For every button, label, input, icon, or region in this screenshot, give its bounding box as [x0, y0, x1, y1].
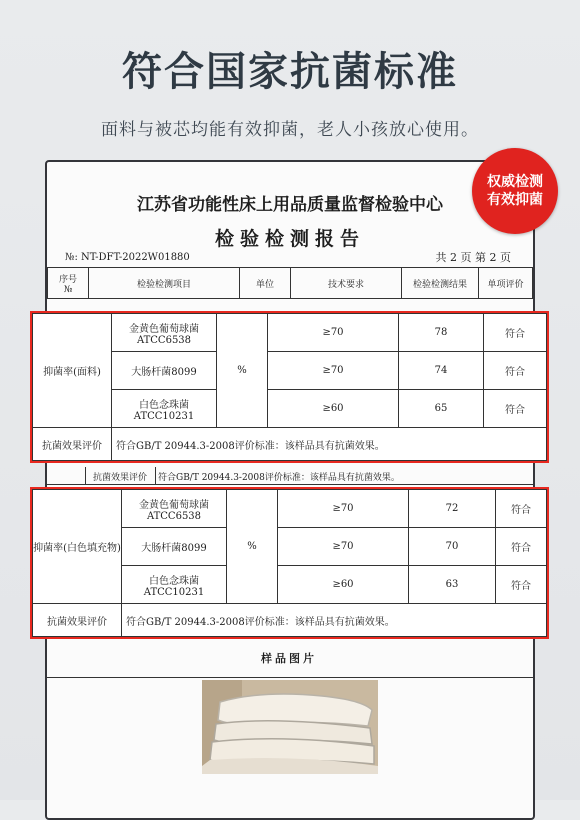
divider — [47, 677, 533, 678]
header-verdict: 单项评价 — [479, 268, 533, 299]
filling-result-2: 70 — [409, 528, 496, 566]
filling-unit: % — [227, 490, 278, 604]
header-item: 检验检测项目 — [89, 268, 240, 299]
filling-eval-label: 抗菌效果评价 — [33, 604, 122, 637]
subline: 面料与被芯均能有效抑菌，老人小孩放心使用。 — [101, 120, 479, 140]
fabric-results-table — [32, 313, 547, 461]
divider — [155, 467, 156, 484]
header-requirement: 技术要求 — [291, 268, 402, 299]
filling-result-3: 63 — [409, 566, 496, 604]
fabric-label: 抑菌率(面料) — [33, 314, 112, 428]
original-eval-text: 符合GB/T 20944.3-2008评价标准：该样品具有抗菌效果。 — [158, 473, 400, 483]
fabric-req-2: ≥70 — [268, 352, 399, 390]
certified-badge — [472, 148, 558, 234]
fabric-unit: % — [217, 314, 268, 428]
fabric-result-1: 78 — [399, 314, 484, 352]
fabric-verdict-1: 符合 — [484, 314, 547, 352]
header-serial: 序号 № — [48, 268, 89, 299]
fabric-results-box — [30, 311, 549, 463]
fabric-result-3: 65 — [399, 390, 484, 428]
divider — [85, 467, 86, 484]
filling-req-2: ≥70 — [278, 528, 409, 566]
sample-photo-title: 样品图片 — [261, 652, 317, 665]
headline: 符合国家抗菌标准 — [122, 49, 458, 95]
header-unit: 单位 — [240, 268, 291, 299]
original-eval-label: 抗菌效果评价 — [93, 473, 148, 483]
fabric-strain-2: 大肠杆菌8099 — [112, 352, 217, 390]
badge-line-2: 有效抑菌 — [487, 192, 543, 208]
filling-strain-1: 金黄色葡萄球菌 ATCC6538 — [122, 490, 227, 528]
filling-req-1: ≥70 — [278, 490, 409, 528]
filling-label: 抑菌率(白色填充物) — [33, 490, 122, 604]
fabric-verdict-3: 符合 — [484, 390, 547, 428]
filling-strain-2: 大肠杆菌8099 — [122, 528, 227, 566]
report-title: 检验检测报告 — [214, 228, 365, 250]
header-result: 检验检测结果 — [402, 268, 479, 299]
original-eval-row — [45, 467, 533, 485]
filling-strain-3: 白色念珠菌 ATCC10231 — [122, 566, 227, 604]
fabric-req-1: ≥70 — [268, 314, 399, 352]
filling-req-3: ≥60 — [278, 566, 409, 604]
filling-results-box — [30, 487, 549, 639]
filling-verdict-2: 符合 — [496, 528, 547, 566]
filling-verdict-1: 符合 — [496, 490, 547, 528]
filling-results-table — [32, 489, 547, 637]
fabric-strain-3: 白色念珠菌 ATCC10231 — [112, 390, 217, 428]
page-info: 共 2 页 第 2 页 — [435, 251, 511, 264]
report-header-row — [47, 267, 533, 299]
filling-eval-text: 符合GB/T 20944.3-2008评价标准：该样品具有抗菌效果。 — [122, 604, 547, 637]
filling-result-1: 72 — [409, 490, 496, 528]
report-organization: 江苏省功能性床上用品质量监督检验中心 — [137, 195, 443, 215]
fabric-verdict-2: 符合 — [484, 352, 547, 390]
fabric-result-2: 74 — [399, 352, 484, 390]
fabric-req-3: ≥60 — [268, 390, 399, 428]
badge-line-1: 权威检测 — [487, 174, 543, 190]
fabric-eval-text: 符合GB/T 20944.3-2008评价标准：该样品具有抗菌效果。 — [112, 428, 547, 461]
report-number: №: NT-DFT-2022W01880 — [65, 252, 190, 263]
sample-photo — [202, 680, 378, 774]
quilt-image — [202, 680, 378, 774]
fabric-strain-1: 金黄色葡萄球菌 ATCC6538 — [112, 314, 217, 352]
fabric-eval-label: 抗菌效果评价 — [33, 428, 112, 461]
filling-verdict-3: 符合 — [496, 566, 547, 604]
